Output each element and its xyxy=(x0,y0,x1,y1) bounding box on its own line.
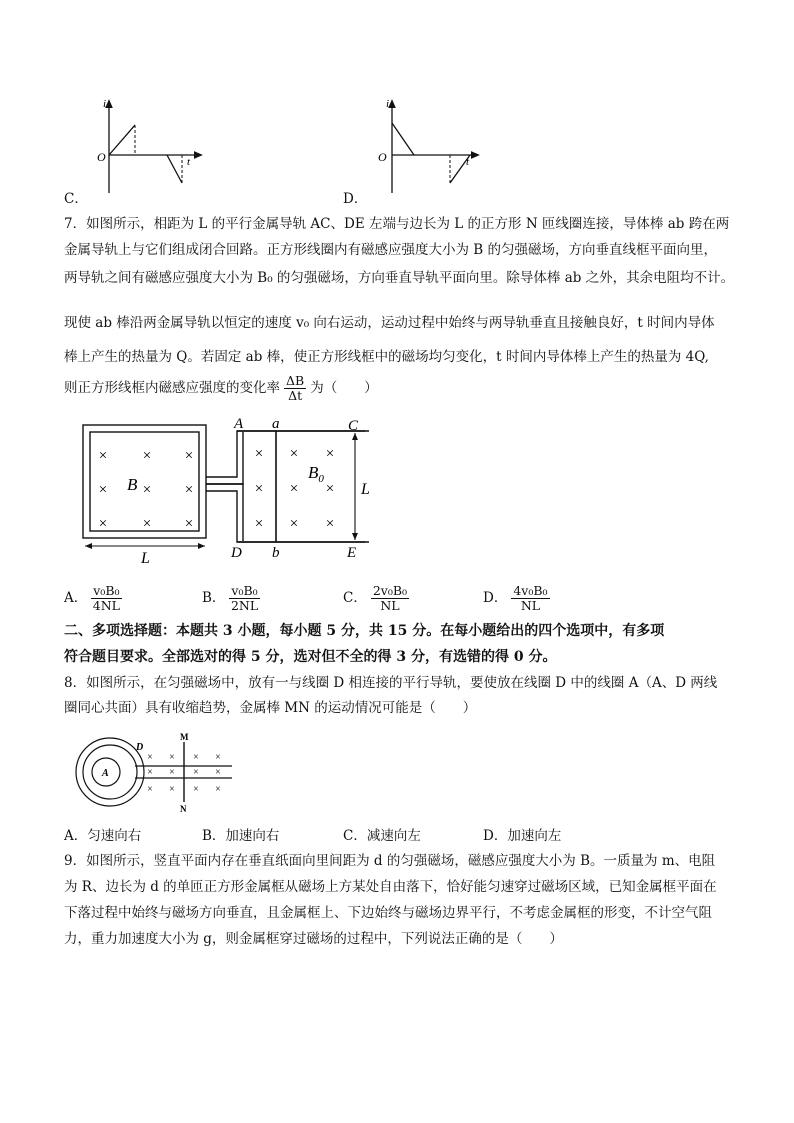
label-C: C xyxy=(348,418,359,434)
option-den: NL xyxy=(520,598,541,613)
current-curve xyxy=(392,123,414,155)
rate-fraction xyxy=(284,374,306,403)
q7-line-6 xyxy=(64,374,378,403)
current-curve-negative xyxy=(450,155,470,183)
cross: × xyxy=(193,752,199,763)
cross: × xyxy=(184,482,194,498)
option-num: v₀B₀ xyxy=(93,583,120,598)
cross: × xyxy=(98,516,108,532)
cross: × xyxy=(169,752,175,763)
dim-bottom-arrow-right xyxy=(198,543,205,549)
cross: × xyxy=(142,448,152,464)
cross: × xyxy=(98,448,108,464)
rate-num: ΔB xyxy=(286,373,305,388)
q9-line-3: 下落过程中始终与磁场方向垂直，且金属框上、下边始终与磁场边界平行，不考虑金属框的形变，不计空气阻 xyxy=(64,905,712,921)
label-A: A xyxy=(102,768,109,779)
label-N: N xyxy=(180,804,187,814)
rate-den: Δt xyxy=(288,388,303,403)
cross: × xyxy=(184,448,194,464)
q7-line-2: 金属导轨上与它们组成闭合回路。正方形线圈内有磁感应强度大小为 B 的匀强磁场，方向垂直线框平面向里， xyxy=(64,242,718,258)
cross: × xyxy=(193,767,199,778)
cross: × xyxy=(147,784,153,795)
option-fraction xyxy=(511,584,549,613)
cross: × xyxy=(147,767,153,778)
q7-line-6-suffix: 为（ ） xyxy=(310,380,378,396)
current-curve-negative xyxy=(167,155,182,183)
connector-bottom xyxy=(206,491,365,542)
q9-line-1: 9．如图所示，竖直平面内存在垂直纸面向里间距为 d 的匀强磁场，磁感应强度大小为 B。一质量为 m、电阻 xyxy=(64,853,716,869)
option-den: 2NL xyxy=(230,598,259,613)
q7-figure xyxy=(75,418,385,573)
cross: × xyxy=(98,482,108,498)
cross: × xyxy=(169,784,175,795)
cross: × xyxy=(254,446,264,462)
option-letter: A． xyxy=(64,590,88,606)
q8-option-b[interactable]: B．加速向右 xyxy=(202,828,280,844)
origin-label: O xyxy=(97,150,106,164)
rail-field xyxy=(255,446,334,532)
cross: × xyxy=(289,516,299,532)
cross: × xyxy=(325,481,335,497)
cross: × xyxy=(215,767,221,778)
q9-line-2: 为 R、边长为 d 的单匝正方形金属框从磁场上方某处自由落下，恰好能匀速穿过磁场区域，已知金属框平面在 xyxy=(64,879,717,895)
label-B: B xyxy=(127,475,138,494)
cross: × xyxy=(325,516,335,532)
label-b: b xyxy=(272,545,280,561)
option-d-label: D． xyxy=(343,191,368,207)
graph-option-d xyxy=(372,95,492,195)
cross: × xyxy=(169,767,175,778)
section2-line-2: 符合题目要求。全部选对的得 5 分，选对但不全的得 3 分，有选错的得 0 分。 xyxy=(64,649,557,665)
dim-bottom-arrow-left xyxy=(85,543,92,549)
q7-option-b[interactable] xyxy=(202,584,264,613)
label-L-bottom: L xyxy=(141,550,150,567)
cross: × xyxy=(193,784,199,795)
cross: × xyxy=(142,482,152,498)
q8-line-1: 8．如图所示，在匀强磁场中，放有一与线圈 D 相连接的平行导轨，要使放在线圈 D 中的线圈 A（A、D 两线 xyxy=(64,675,718,691)
axis-t-label: t xyxy=(187,156,191,168)
section2-line-1: 二、多项选择题：本题共 3 小题，每小题 5 分，共 15 分。在每小题给出的四个选项中，有多项 xyxy=(64,623,665,639)
option-den: 4NL xyxy=(92,598,120,613)
q8-figure xyxy=(72,730,242,816)
coil-field xyxy=(99,448,193,532)
q7-option-d[interactable] xyxy=(483,584,554,613)
coil-D-outer xyxy=(76,738,144,806)
cross: × xyxy=(142,516,152,532)
q7-line-3: 两导轨之间有磁感应强度大小为 B₀ 的匀强磁场，方向垂直导轨平面向里。除导体棒 ab 之外，其余电阻均不计。 xyxy=(64,270,735,286)
option-num: 4v₀B₀ xyxy=(513,583,548,598)
q7-option-a[interactable] xyxy=(64,584,126,613)
cross: × xyxy=(215,752,221,763)
option-c-label: C． xyxy=(64,191,88,207)
cross: × xyxy=(184,516,194,532)
axis-i-label: i xyxy=(386,98,390,110)
cross: × xyxy=(325,446,335,462)
label-E: E xyxy=(347,545,357,561)
q8-option-d[interactable]: D．加速向左 xyxy=(483,828,562,844)
cross: × xyxy=(289,481,299,497)
q8-line-2: 圈同心共面）具有收缩趋势，金属棒 MN 的运动情况可能是（ ） xyxy=(64,700,477,716)
option-num: v₀B₀ xyxy=(231,583,258,598)
option-letter: B． xyxy=(202,590,226,606)
label-D: D xyxy=(136,742,144,753)
axis-i-label: i xyxy=(103,98,107,110)
cross: × xyxy=(254,481,264,497)
q7-line-1: 7．如图所示，相距为 L 的平行金属导轨 AC、DE 左端与边长为 L 的正方形 N 匝线圈连接，导体棒 ab 跨在两 xyxy=(64,216,730,232)
q7-line-4: 现使 ab 棒沿两金属导轨以恒定的速度 v₀ 向右运动，运动过程中始终与两导轨垂直且接触良好，t 时间内导体 xyxy=(64,315,715,331)
option-fraction xyxy=(371,584,409,613)
axis-t-label: t xyxy=(466,156,470,168)
label-a: a xyxy=(272,418,280,432)
cross: × xyxy=(215,784,221,795)
connector-top xyxy=(206,431,365,477)
option-fraction xyxy=(91,584,121,613)
q9-line-4: 力，重力加速度大小为 g，则金属框穿过磁场的过程中，下列说法正确的是（ ） xyxy=(64,931,563,947)
q7-line-6-prefix: 则正方形线框内磁感应强度的变化率 xyxy=(64,380,280,396)
option-den: NL xyxy=(380,598,400,613)
label-B0: $B_0$ xyxy=(308,463,324,485)
label-D: D xyxy=(231,545,242,561)
graph-option-c xyxy=(95,95,215,195)
q7-option-c[interactable] xyxy=(343,584,413,613)
option-num: 2v₀B₀ xyxy=(372,583,408,598)
q8-option-a[interactable]: A．匀速向右 xyxy=(64,828,142,844)
dim-right-arrow-top xyxy=(352,433,358,440)
label-L-right: L xyxy=(361,481,370,498)
option-letter: D． xyxy=(483,590,508,606)
cross: × xyxy=(254,516,264,532)
cross: × xyxy=(147,752,153,763)
q7-line-5: 棒上产生的热量为 Q。若固定 ab 棒，使正方形线框中的磁场均匀变化，t 时间内导体棒上产生的热量为 4Q, xyxy=(64,349,709,365)
option-fraction xyxy=(229,584,259,613)
coil-D-inner xyxy=(83,745,137,799)
current-curve xyxy=(109,125,135,155)
label-A: A xyxy=(234,418,244,432)
option-letter: C． xyxy=(343,590,367,606)
label-M: M xyxy=(180,732,189,742)
dim-right-arrow-bottom xyxy=(352,533,358,540)
q8-option-c[interactable]: C．减速向左 xyxy=(343,828,421,844)
origin-label: O xyxy=(378,150,387,164)
cross: × xyxy=(289,446,299,462)
